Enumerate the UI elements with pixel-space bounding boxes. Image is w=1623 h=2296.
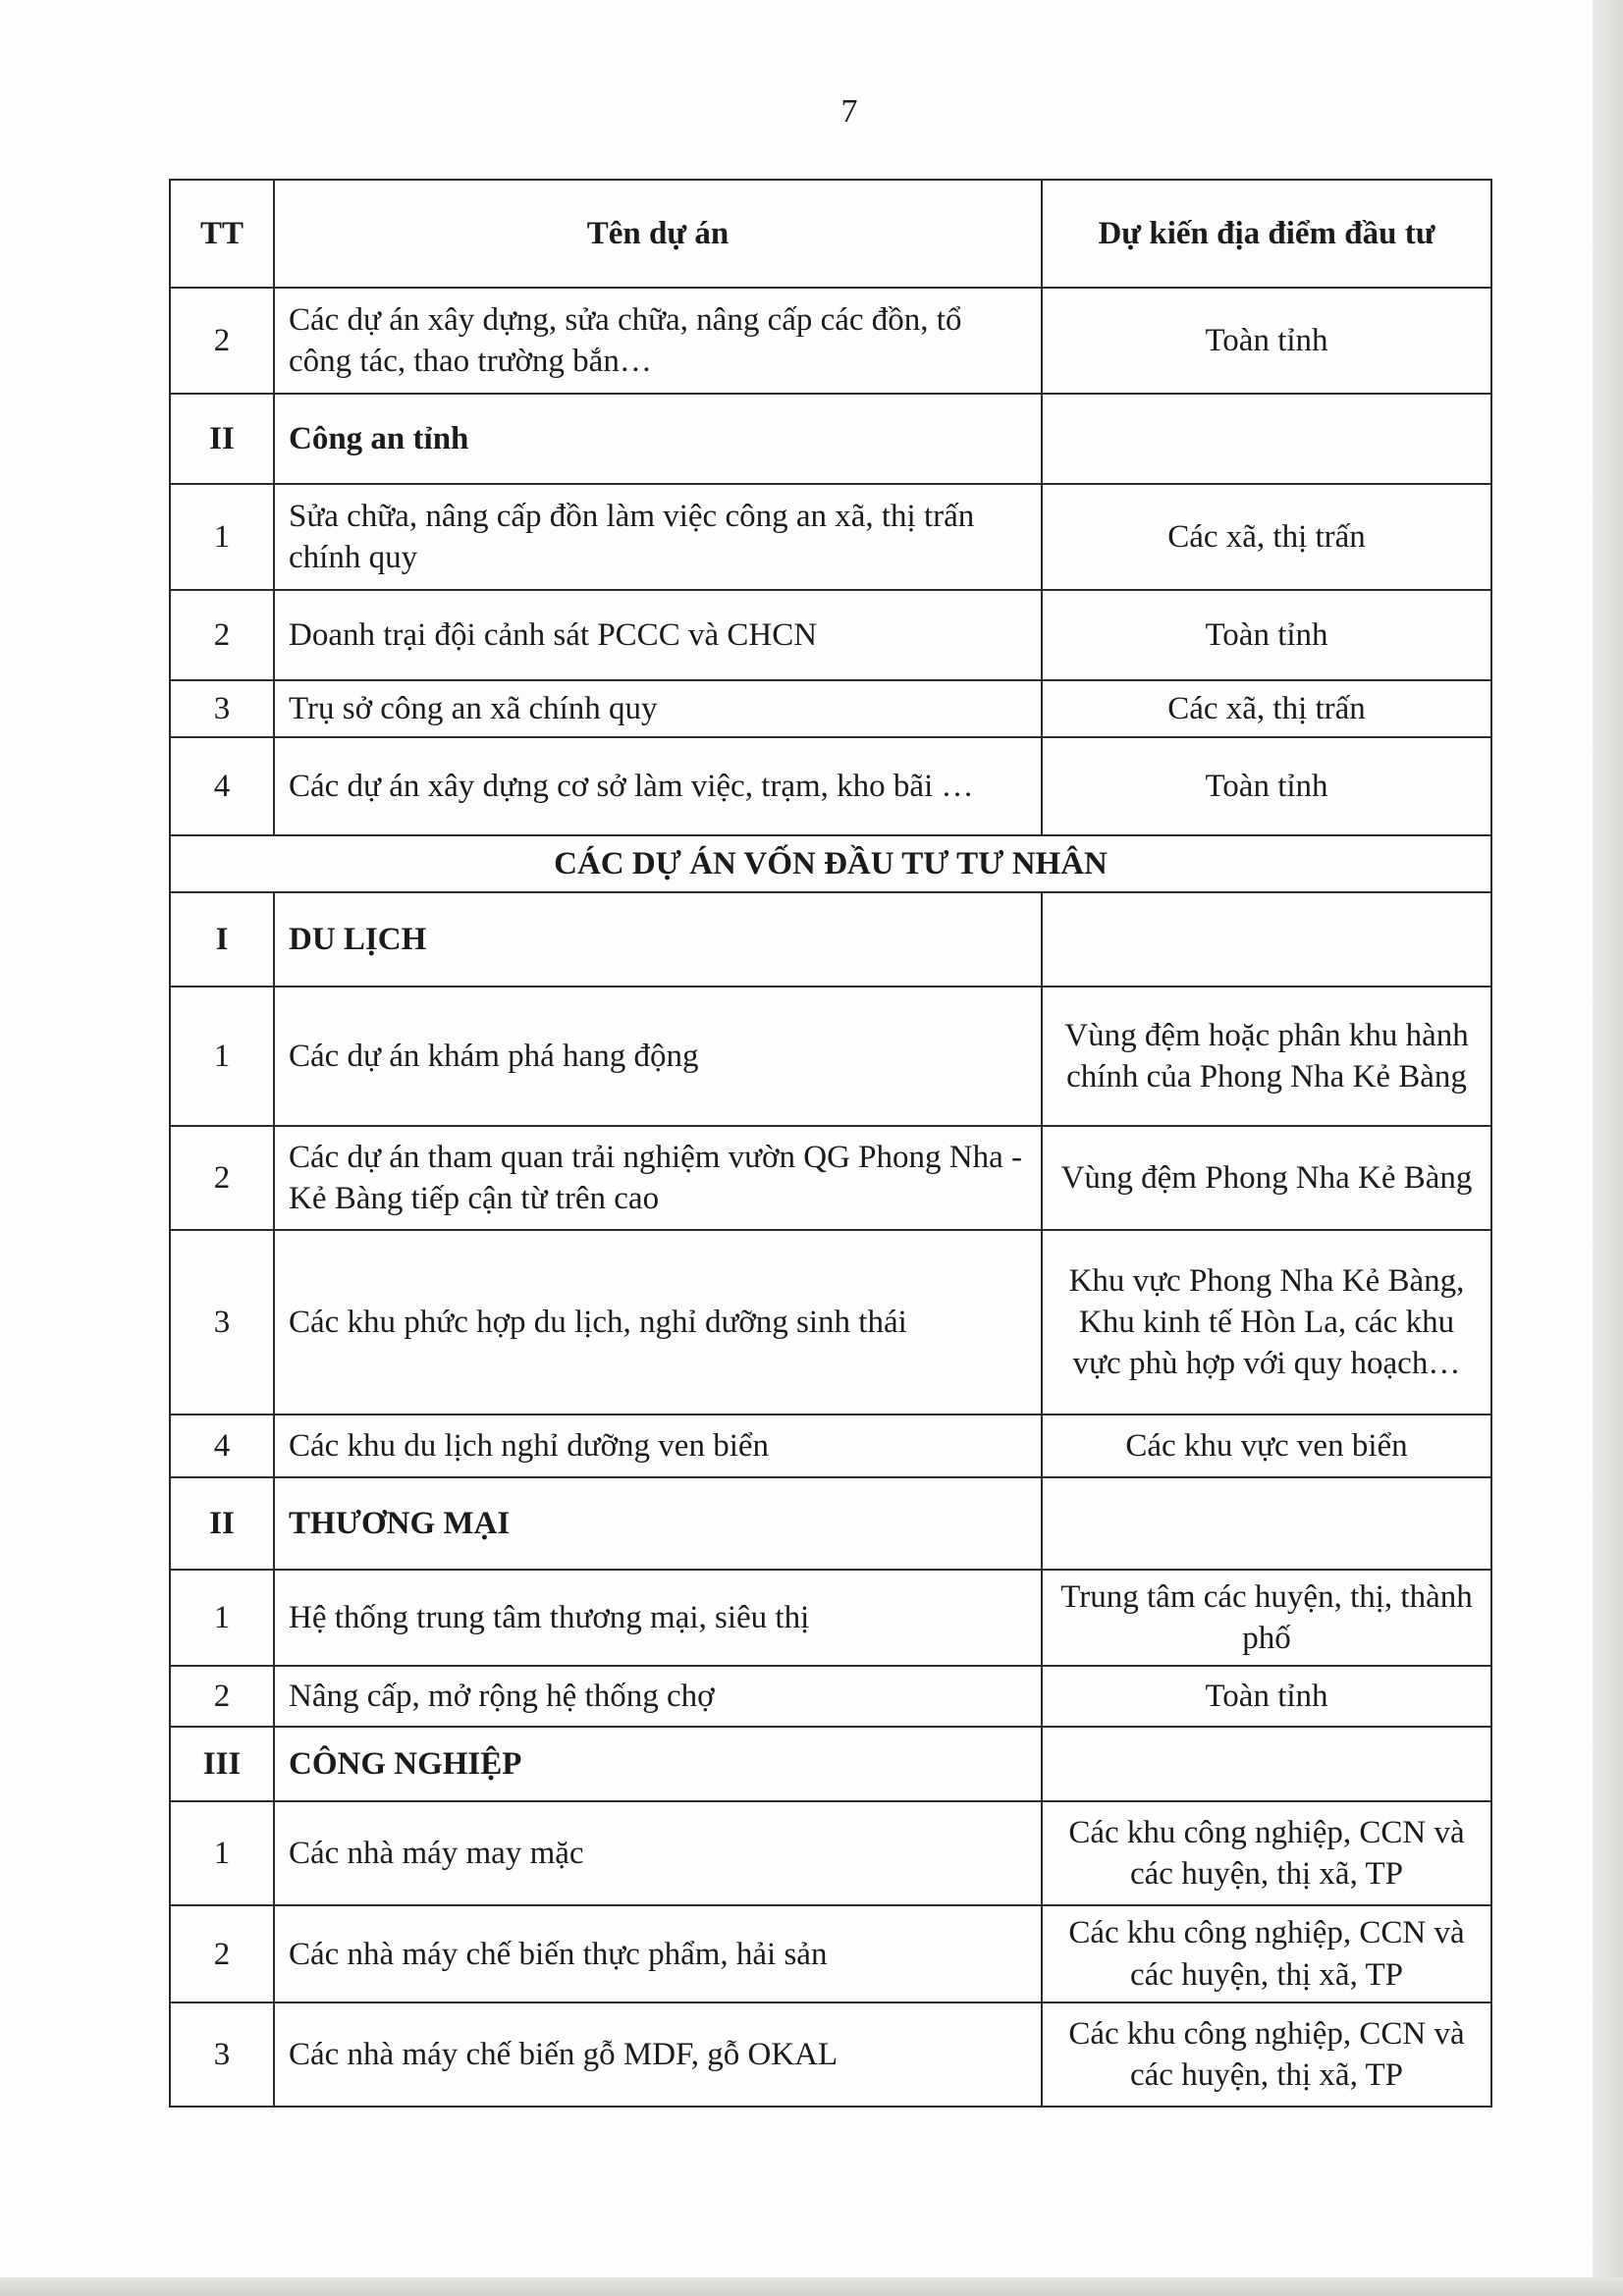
cell-tt: 1 [170,1801,274,1905]
cell-location [1042,394,1491,484]
table-row [170,1415,1491,1477]
cell-tt: 2 [170,1666,274,1727]
cell-project-name: Hệ thống trung tâm thương mại, siêu thị [274,1570,1042,1666]
cell-location: Khu vực Phong Nha Kẻ Bàng, Khu kinh tế Hòn La, các khu vực phù hợp với quy hoạch… [1042,1230,1491,1415]
table-row [170,484,1491,590]
scan-edge-right [1593,0,1623,2296]
cell-project-name: Các dự án tham quan trải nghiệm vườn QG Phong Nha - Kẻ Bàng tiếp cận từ trên cao [274,1126,1042,1230]
cell-project-name: Các dự án xây dựng, sửa chữa, nâng cấp các đồn, tổ công tác, thao trường bắn… [274,288,1042,394]
table-row [170,1666,1491,1727]
cell-location [1042,1727,1491,1801]
cell-tt: 2 [170,1126,274,1230]
cell-tt: 4 [170,1415,274,1477]
cell-location: Các khu công nghiệp, CCN và các huyện, thị xã, TP [1042,1801,1491,1905]
cell-tt: 2 [170,590,274,680]
project-table [169,179,1492,2108]
cell-tt: III [170,1727,274,1801]
cell-tt: 1 [170,1570,274,1666]
table-row [170,590,1491,680]
header-location: Dự kiến địa điểm đầu tư [1042,180,1491,288]
table-row [170,987,1491,1126]
cell-location [1042,892,1491,987]
table-row [170,1570,1491,1666]
cell-tt: II [170,394,274,484]
table-row [170,737,1491,835]
cell-tt: I [170,892,274,987]
table-row [170,1230,1491,1415]
cell-tt: 2 [170,1905,274,2002]
cell-location: Vùng đệm Phong Nha Kẻ Bàng [1042,1126,1491,1230]
table-row [170,1126,1491,1230]
table-row [170,288,1491,394]
group-title: DU LỊCH [274,892,1042,987]
section-title: CÁC DỰ ÁN VỐN ĐẦU TƯ TƯ NHÂN [170,835,1491,892]
cell-project-name: Doanh trại đội cảnh sát PCCC và CHCN [274,590,1042,680]
table-row [170,1801,1491,1905]
cell-project-name: Sửa chữa, nâng cấp đồn làm việc công an xã, thị trấn chính quy [274,484,1042,590]
group-row [170,394,1491,484]
cell-location: Các xã, thị trấn [1042,484,1491,590]
header-project-name: Tên dự án [274,180,1042,288]
table-body [170,288,1491,2107]
group-title: THƯƠNG MẠI [274,1477,1042,1570]
scan-edge-bottom [0,2277,1623,2296]
cell-location: Toàn tỉnh [1042,288,1491,394]
group-row [170,1477,1491,1570]
cell-project-name: Trụ sở công an xã chính quy [274,680,1042,737]
table-header-row [170,180,1491,288]
cell-location: Các xã, thị trấn [1042,680,1491,737]
cell-project-name: Các khu phức hợp du lịch, nghỉ dưỡng sinh thái [274,1230,1042,1415]
cell-location: Toàn tỉnh [1042,1666,1491,1727]
cell-tt: II [170,1477,274,1570]
cell-tt: 3 [170,2002,274,2107]
cell-project-name: Các nhà máy chế biến thực phẩm, hải sản [274,1905,1042,2002]
cell-location: Trung tâm các huyện, thị, thành phố [1042,1570,1491,1666]
group-title: Công an tỉnh [274,394,1042,484]
cell-project-name: Các dự án xây dựng cơ sở làm việc, trạm, kho bãi … [274,737,1042,835]
table-row [170,680,1491,737]
group-row [170,892,1491,987]
table-row [170,1905,1491,2002]
page-number: 7 [840,93,858,130]
section-row [170,835,1491,892]
cell-tt: 2 [170,288,274,394]
cell-project-name: Các nhà máy chế biến gỗ MDF, gỗ OKAL [274,2002,1042,2107]
cell-project-name: Các nhà máy may mặc [274,1801,1042,1905]
cell-project-name: Nâng cấp, mở rộng hệ thống chợ [274,1666,1042,1727]
cell-tt: 4 [170,737,274,835]
cell-location: Toàn tỉnh [1042,737,1491,835]
cell-location: Vùng đệm hoặc phân khu hành chính của Phong Nha Kẻ Bàng [1042,987,1491,1126]
header-tt: TT [170,180,274,288]
cell-tt: 3 [170,680,274,737]
cell-project-name: Các dự án khám phá hang động [274,987,1042,1126]
cell-location: Các khu công nghiệp, CCN và các huyện, thị xã, TP [1042,1905,1491,2002]
table-row [170,2002,1491,2107]
cell-location: Các khu công nghiệp, CCN và các huyện, thị xã, TP [1042,2002,1491,2107]
group-title: CÔNG NGHIỆP [274,1727,1042,1801]
cell-location: Các khu vực ven biển [1042,1415,1491,1477]
cell-project-name: Các khu du lịch nghỉ dưỡng ven biển [274,1415,1042,1477]
group-row [170,1727,1491,1801]
cell-tt: 1 [170,484,274,590]
cell-location [1042,1477,1491,1570]
cell-tt: 1 [170,987,274,1126]
cell-location: Toàn tỉnh [1042,590,1491,680]
cell-tt: 3 [170,1230,274,1415]
